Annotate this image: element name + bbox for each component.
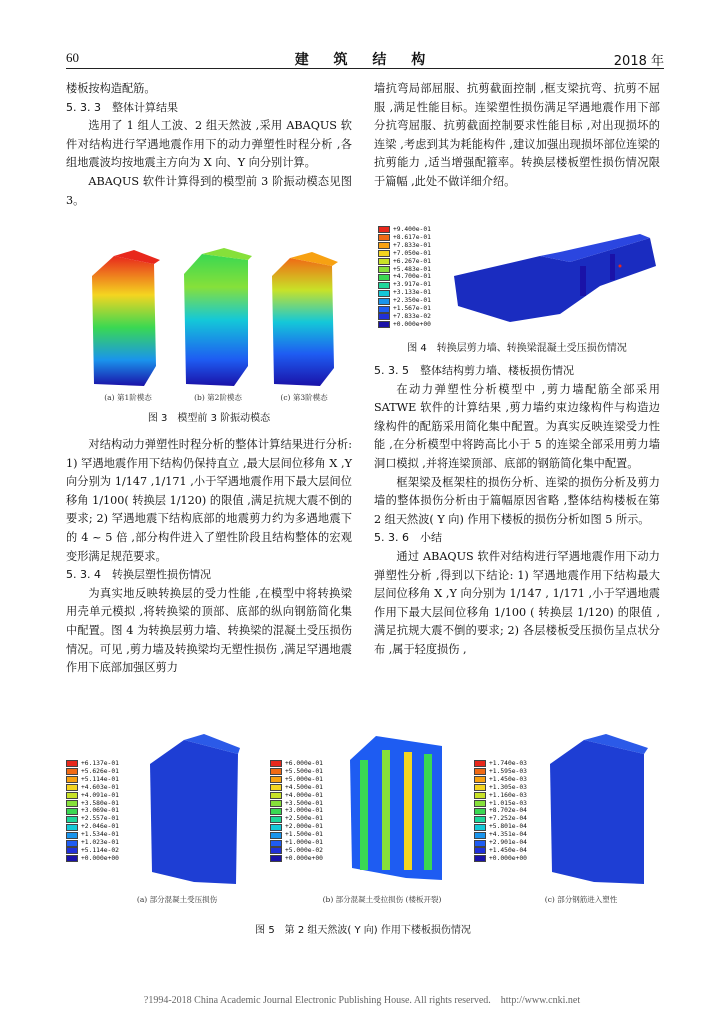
- legend-entry: [66, 768, 119, 776]
- legend-swatch: [474, 808, 486, 815]
- legend-value: +4.091e-01: [81, 791, 119, 799]
- legend-entry: [474, 768, 527, 776]
- legend-entry: [474, 815, 527, 823]
- legend-entry: [270, 800, 323, 808]
- legend-value: +7.833e-02: [393, 312, 431, 320]
- fig5c-legend: [474, 760, 527, 863]
- legend-value: +7.050e-01: [393, 249, 431, 257]
- legend-value: +1.023e-01: [81, 839, 119, 847]
- figure-3: [84, 246, 344, 402]
- copyright-footer: ?1994-2018 China Academic Journal Electronic Publishing House. All rights reserved. http://www.cnki.net: [143, 995, 581, 1006]
- fig5-subcaption-c: (c) 部分钢筋进入塑性: [544, 895, 618, 904]
- legend-swatch: [66, 808, 78, 815]
- legend-value: +5.801e-04: [489, 823, 527, 831]
- mode-shape-images: [84, 246, 344, 392]
- legend-value: +3.500e-01: [285, 799, 323, 807]
- legend-swatch: [378, 234, 390, 241]
- figure-3-caption: 图 3 模型前 3 阶振动模态: [147, 413, 271, 424]
- left-column-bottom: [66, 436, 352, 678]
- legend-entry: [378, 289, 431, 297]
- legend-value: +5.000e-02: [285, 846, 323, 854]
- legend-value: +4.603e-01: [81, 783, 119, 791]
- legend-swatch: [270, 832, 282, 839]
- legend-entry: [270, 823, 323, 831]
- legend-swatch: [474, 800, 486, 807]
- legend-value: +1.450e-03: [489, 775, 527, 783]
- legend-value: +3.133e-01: [393, 289, 431, 297]
- legend-entry: [378, 281, 431, 289]
- legend-swatch: [66, 824, 78, 831]
- legend-value: +4.000e-01: [285, 791, 323, 799]
- legend-swatch: [474, 832, 486, 839]
- legend-swatch: [270, 776, 282, 783]
- legend-entry: [378, 313, 431, 321]
- legend-entry: [66, 792, 119, 800]
- legend-swatch: [66, 760, 78, 767]
- fig5-subcaption-a: (a) 部分混凝土受压损伤: [136, 895, 218, 904]
- legend-entry: [270, 792, 323, 800]
- legend-value: +1.450e-04: [489, 846, 527, 854]
- legend-value: +1.500e-01: [285, 831, 323, 839]
- legend-entry: [66, 855, 119, 863]
- paragraph: 框架梁及框架柱的损伤分析、连梁的损伤分析及剪力墙的整体损伤分析由于篇幅原因省略 ,整体结构楼板在第 2 组天然波( Y 向) 作用下楼板的损伤分析如图 5 所示。: [374, 475, 660, 526]
- legend-value: +6.000e-01: [285, 760, 323, 767]
- legend-swatch: [66, 768, 78, 775]
- fig3-subcaption-b: (b) 第2阶模态: [194, 393, 242, 402]
- legend-value: +0.000e+00: [393, 320, 431, 328]
- legend-value: +1.160e-03: [489, 791, 527, 799]
- legend-entry: [66, 831, 119, 839]
- legend-swatch: [378, 313, 390, 320]
- legend-value: +2.046e-01: [81, 823, 119, 831]
- legend-value: +1.305e-03: [489, 783, 527, 791]
- legend-entry: [474, 800, 527, 808]
- fig5b-legend: [270, 760, 323, 863]
- legend-swatch: [378, 242, 390, 249]
- legend-swatch: [270, 760, 282, 767]
- legend-entry: [474, 776, 527, 784]
- journal-title: 建 筑 结 构: [294, 52, 436, 68]
- legend-value: +8.702e-04: [489, 807, 527, 815]
- legend-swatch: [66, 792, 78, 799]
- paragraph: ABAQUS 软件计算得到的模型前 3 阶振动模态见图 3。: [66, 174, 352, 207]
- legend-entry: [270, 784, 323, 792]
- legend-swatch: [378, 298, 390, 305]
- legend-swatch: [270, 855, 282, 862]
- legend-entry: [378, 250, 431, 258]
- legend-entry: [66, 800, 119, 808]
- legend-entry: [270, 831, 323, 839]
- mode-2-model: [184, 248, 252, 386]
- legend-value: +3.580e-01: [81, 799, 119, 807]
- legend-swatch: [378, 258, 390, 265]
- legend-swatch: [474, 824, 486, 831]
- legend-swatch: [378, 290, 390, 297]
- legend-value: +2.901e-04: [489, 839, 527, 847]
- legend-value: +1.015e-03: [489, 799, 527, 807]
- legend-entry: [378, 297, 431, 305]
- mode-3-model: [272, 252, 338, 386]
- legend-value: +2.500e-01: [285, 815, 323, 823]
- legend-entry: [66, 807, 119, 815]
- page-number: 60: [66, 50, 79, 65]
- figure-5: [66, 730, 666, 910]
- legend-value: +7.833e-01: [393, 241, 431, 249]
- legend-swatch: [66, 832, 78, 839]
- legend-value: +0.000e+00: [81, 854, 119, 862]
- legend-swatch: [474, 855, 486, 862]
- fig3-subcaption-a: (a) 第1阶模态: [104, 393, 152, 402]
- legend-swatch: [270, 824, 282, 831]
- legend-value: +5.114e-01: [81, 775, 119, 783]
- figure-4: [378, 226, 660, 326]
- paragraph: 楼板按构造配筋。: [66, 82, 156, 95]
- legend-value: +1.567e-01: [393, 305, 431, 313]
- legend-value: +5.626e-01: [81, 767, 119, 775]
- legend-entry: [66, 823, 119, 831]
- fig4-legend: [378, 226, 431, 329]
- paragraph: 墙抗弯局部屈服、抗剪截面控制 ,框支梁抗弯、抗剪不屈服 ,满足性能目标。连梁塑性损伤满足罕遇地震作用下部分抗弯屈服、抗剪截面控制要求性能目标 ,对出现损坏的连梁 ,考虑到其为耗能构件 ,建议加强出现损坏部位连梁的抗剪能力 ,适当增强配箍率。转换层楼板塑性损伤情况限于篇幅 ,此处不做详细介绍。: [374, 82, 660, 188]
- legend-swatch: [270, 816, 282, 823]
- legend-entry: [378, 321, 431, 329]
- legend-swatch: [66, 840, 78, 847]
- legend-value: +4.700e-01: [393, 273, 431, 281]
- paragraph: 为真实地反映转换层的受力性能 ,在模型中将转换梁用壳单元模拟 ,将转换梁的顶部、底部的纵向钢筋简化集中配置。图 4 为转换层剪力墙、转换梁的混凝土受压损伤情况。可见 ,剪力墙及转换梁均无塑性损伤 ,满足罕遇地震作用下底部加强区剪力: [66, 586, 352, 675]
- legend-entry: [378, 242, 431, 250]
- figure-4-caption: 图 4 转换层剪力墙、转换梁混凝土受压损伤情况: [407, 343, 627, 354]
- paragraph: 5. 3. 6 小结: [374, 531, 442, 545]
- running-header: [66, 46, 664, 69]
- right-column-top: [374, 80, 660, 192]
- legend-entry: [378, 305, 431, 313]
- legend-swatch: [66, 800, 78, 807]
- legend-entry: [474, 855, 527, 863]
- legend-value: +6.267e-01: [393, 257, 431, 265]
- legend-entry: [66, 760, 119, 768]
- legend-swatch: [378, 250, 390, 257]
- legend-value: +6.137e-01: [81, 760, 119, 767]
- legend-value: +5.114e-02: [81, 846, 119, 854]
- legend-entry: [270, 807, 323, 815]
- legend-entry: [474, 784, 527, 792]
- legend-value: +1.740e-03: [489, 760, 527, 767]
- fig3-subcaption-c: (c) 第3阶模态: [280, 393, 328, 402]
- legend-entry: [66, 815, 119, 823]
- legend-entry: [474, 847, 527, 855]
- legend-entry: [378, 226, 431, 234]
- legend-entry: [378, 266, 431, 274]
- legend-value: +5.483e-01: [393, 265, 431, 273]
- legend-entry: [270, 855, 323, 863]
- legend-value: +2.557e-01: [81, 815, 119, 823]
- legend-swatch: [474, 768, 486, 775]
- transfer-floor-model: [450, 226, 660, 326]
- legend-swatch: [378, 282, 390, 289]
- fig5a-legend: [66, 760, 119, 863]
- legend-swatch: [474, 760, 486, 767]
- legend-entry: [474, 823, 527, 831]
- legend-swatch: [66, 816, 78, 823]
- legend-value: +1.000e-01: [285, 839, 323, 847]
- legend-swatch: [474, 816, 486, 823]
- legend-value: +9.400e-01: [393, 226, 431, 233]
- legend-swatch: [378, 266, 390, 273]
- legend-swatch: [378, 321, 390, 328]
- legend-entry: [378, 258, 431, 266]
- legend-entry: [474, 807, 527, 815]
- fig5c-model: [544, 734, 654, 884]
- paragraph: 对结构动力弹塑性时程分析的整体计算结果进行分析: 1) 罕遇地震作用下结构仍保持直立 ,最大层间位移角 X ,Y 向分别为 1/147 ,1/171 ,小于罕遇地震作用下最大层间位移角 1/100( 转换层 1/120) 的限值 ,满足抗规大震不倒的要求; 2) 罕遇地震下结构底部的地震剪力约为多遇地震下的 4 ~ 5 倍 ,部分构件进入了塑性阶段且结构整体的宏观变形满足规范要求。: [66, 438, 352, 563]
- legend-value: +1.595e-03: [489, 767, 527, 775]
- legend-swatch: [474, 847, 486, 854]
- legend-swatch: [378, 306, 390, 313]
- legend-entry: [66, 847, 119, 855]
- legend-entry: [270, 768, 323, 776]
- legend-entry: [270, 776, 323, 784]
- paragraph: 选用了 1 组人工波、2 组天然波 ,采用 ABAQUS 软件对结构进行罕遇地震作用下的动力弹塑性时程分析 ,各组地震波均按地震主方向为 X 向、Y 向分别计算。: [66, 119, 352, 170]
- fig5-subcaption-b: (b) 部分混凝土受拉损伤 (楼板开裂): [322, 895, 442, 904]
- legend-entry: [270, 815, 323, 823]
- legend-entry: [270, 839, 323, 847]
- legend-value: +2.000e-01: [285, 823, 323, 831]
- paragraph: 通过 ABAQUS 软件对结构进行罕遇地震作用下动力弹塑性分析 ,得到以下结论: 1) 罕遇地震作用下结构最大层间位移角 X ,Y 向分别为 1/147 , 1/171 ,小于罕遇地震作用下最大层间位移角 1/100 ( 转换层 1/120) 的限值 ,满足抗规大震不倒的要求; 2) 各层楼板受压损伤呈点状分布 ,属于轻度损伤 ,: [374, 549, 660, 656]
- legend-value: +3.069e-01: [81, 807, 119, 815]
- legend-value: +1.534e-01: [81, 831, 119, 839]
- legend-swatch: [474, 840, 486, 847]
- legend-value: +2.350e-01: [393, 297, 431, 305]
- left-column-top: [66, 80, 352, 210]
- legend-entry: [66, 839, 119, 847]
- legend-swatch: [474, 792, 486, 799]
- legend-value: +8.617e-01: [393, 233, 431, 241]
- right-column-bottom: [374, 362, 660, 660]
- legend-entry: [66, 784, 119, 792]
- year: 2018 年: [613, 54, 664, 69]
- paragraph: 5. 3. 3 整体计算结果: [66, 100, 178, 114]
- legend-value: +7.252e-04: [489, 815, 527, 823]
- legend-swatch: [270, 792, 282, 799]
- figure-5-caption: 图 5 第 2 组天然波( Y 向) 作用下楼板损伤情况: [255, 925, 471, 936]
- legend-swatch: [270, 847, 282, 854]
- legend-swatch: [66, 776, 78, 783]
- legend-value: +3.917e-01: [393, 281, 431, 289]
- legend-value: +0.000e+00: [489, 854, 527, 862]
- legend-swatch: [378, 274, 390, 281]
- paragraph: 5. 3. 5 整体结构剪力墙、楼板损伤情况: [374, 364, 574, 377]
- legend-value: +4.500e-01: [285, 783, 323, 791]
- legend-swatch: [66, 855, 78, 862]
- legend-swatch: [66, 784, 78, 791]
- legend-entry: [378, 234, 431, 242]
- legend-value: +5.000e-01: [285, 775, 323, 783]
- legend-value: +0.000e+00: [285, 854, 323, 862]
- legend-swatch: [474, 784, 486, 791]
- legend-entry: [378, 273, 431, 281]
- mode-1-model: [92, 250, 160, 386]
- legend-swatch: [270, 840, 282, 847]
- legend-entry: [66, 776, 119, 784]
- legend-value: +4.351e-04: [489, 831, 527, 839]
- legend-entry: [474, 792, 527, 800]
- paragraph: 在动力弹塑性分析模型中 ,剪力墙配筋全部采用 SATWE 软件的计算结果 ,剪力墙约束边缘构件与构造边缘构件的配筋采用简化集中配置。为真实反映连梁受力性能 ,在分析模型中将跨高比小于 5 的连梁全部采用剪力墙洞口模拟 ,并将连梁顶部、底部的钢筋简化集中配置。: [374, 382, 660, 470]
- legend-entry: [270, 760, 323, 768]
- legend-swatch: [270, 784, 282, 791]
- legend-swatch: [378, 226, 390, 233]
- fig5a-model: [144, 734, 244, 884]
- legend-swatch: [66, 847, 78, 854]
- fig5b-model: [346, 730, 446, 880]
- legend-entry: [474, 831, 527, 839]
- legend-value: +5.500e-01: [285, 767, 323, 775]
- legend-swatch: [270, 768, 282, 775]
- legend-swatch: [270, 808, 282, 815]
- legend-value: +3.000e-01: [285, 807, 323, 815]
- paragraph: 5. 3. 4 转换层塑性损伤情况: [66, 568, 211, 582]
- legend-entry: [474, 839, 527, 847]
- legend-swatch: [474, 776, 486, 783]
- legend-swatch: [270, 800, 282, 807]
- legend-entry: [474, 760, 527, 768]
- legend-entry: [270, 847, 323, 855]
